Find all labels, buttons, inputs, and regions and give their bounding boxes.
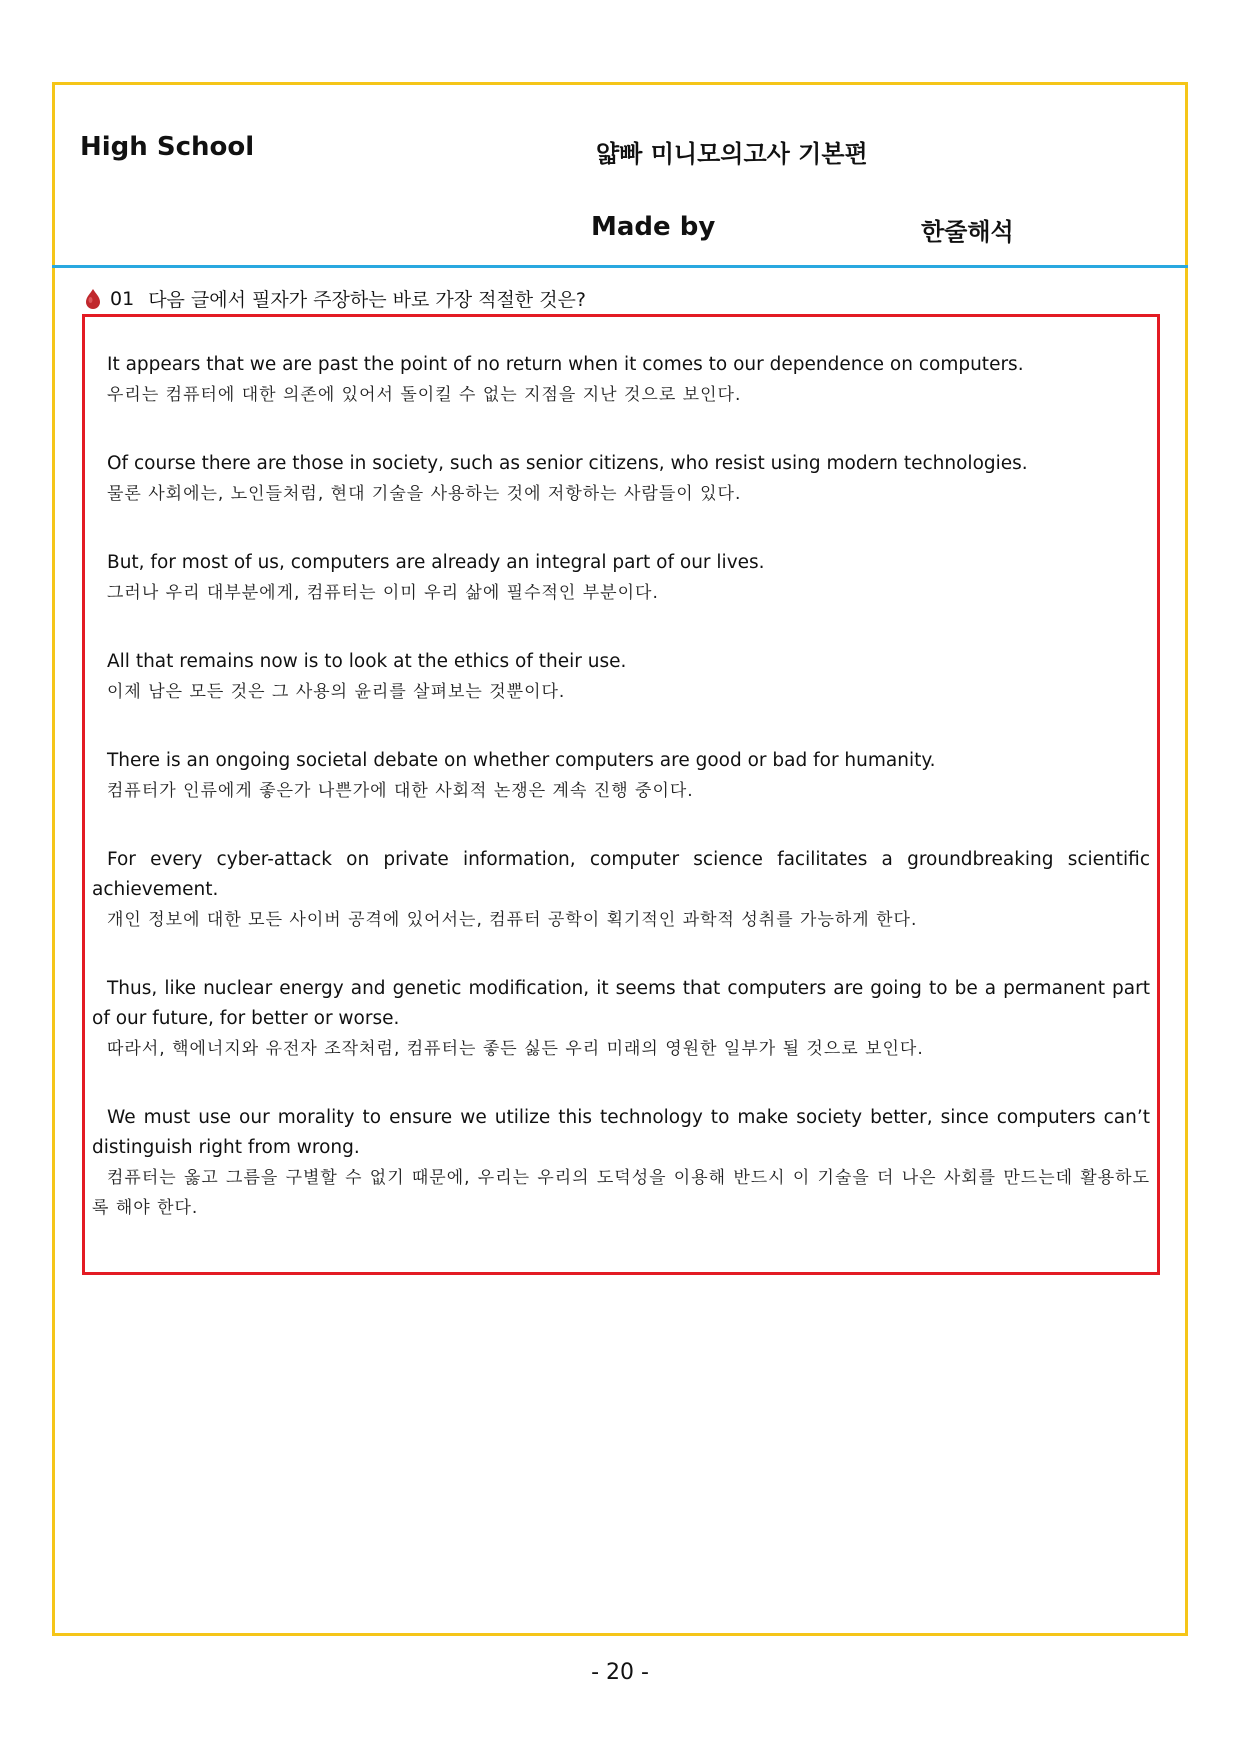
sentence-pair — [92, 974, 1150, 1064]
sentence-pair — [92, 1103, 1150, 1223]
english-sentence: All that remains now is to look at the ethics of their use. — [107, 651, 627, 672]
sentence-pair — [92, 746, 1150, 806]
english-sentence: Of course there are those in society, such as senior citizens, who resist using modern technologies. — [107, 453, 1028, 474]
series-title: 얇빠 미니모의고사 기본편 — [596, 140, 868, 168]
english-sentence: It appears that we are past the point of no return when it comes to our dependence on computers. — [107, 354, 1024, 375]
korean-translation: 따라서, 핵에너지와 유전자 조작처럼, 컴퓨터는 좋든 싫든 우리 미래의 영원한 일부가 될 것으로 보인다. — [107, 1039, 924, 1059]
sentence-pair — [92, 647, 1150, 707]
korean-translation: 컴퓨터가 인류에게 좋은가 나쁜가에 대한 사회적 논쟁은 계속 진행 중이다. — [107, 781, 694, 801]
question-text: 다음 글에서 필자가 주장하는 바로 가장 적절한 것은? — [148, 289, 586, 311]
english-sentence: There is an ongoing societal debate on whether computers are good or bad for humanity. — [107, 750, 936, 771]
english-sentence: For every cyber-attack on private information, computer science facilitates a groundbreaking scientific achievement. — [92, 849, 1150, 900]
english-sentence: We must use our morality to ensure we utilize this technology to make society better, since computers can’t distinguish right from wrong. — [92, 1107, 1150, 1158]
passage — [92, 350, 1150, 1262]
english-sentence: Thus, like nuclear energy and genetic modification, it seems that computers are going to be a permanent part of our future, for better or worse. — [92, 978, 1150, 1029]
sentence-pair — [92, 449, 1150, 509]
school-level-label: High School — [80, 132, 255, 162]
korean-translation: 이제 남은 모든 것은 그 사용의 윤리를 살펴보는 것뿐이다. — [107, 682, 566, 702]
korean-translation: 개인 정보에 대한 모든 사이버 공격에 있어서는, 컴퓨터 공학이 획기적인 과학적 성취를 가능하게 한다. — [107, 910, 918, 930]
author-name: 한줄해석 — [921, 218, 1014, 246]
sentence-pair — [92, 350, 1150, 410]
question-heading — [84, 285, 586, 312]
korean-translation: 그러나 우리 대부분에게, 컴퓨터는 이미 우리 삶에 필수적인 부분이다. — [107, 583, 659, 603]
english-sentence: But, for most of us, computers are already an integral part of our lives. — [107, 552, 765, 573]
sentence-pair — [92, 548, 1150, 608]
korean-translation: 우리는 컴퓨터에 대한 의존에 있어서 돌이킬 수 없는 지점을 지난 것으로 보인다. — [107, 385, 742, 405]
sentence-pair — [92, 845, 1150, 935]
red-drop-bullet-icon — [84, 288, 102, 310]
made-by-label: Made by — [591, 212, 716, 242]
page-number: - 20 - — [591, 1660, 649, 1685]
question-number: 01 — [110, 287, 135, 310]
korean-translation: 물론 사회에는, 노인들처럼, 현대 기술을 사용하는 것에 저항하는 사람들이 있다. — [107, 484, 742, 504]
korean-translation: 컴퓨터는 옳고 그름을 구별할 수 없기 때문에, 우리는 우리의 도덕성을 이용해 반드시 이 기술을 더 나은 사회를 만드는데 활용하도록 해야 한다. — [92, 1168, 1150, 1218]
header-divider — [52, 265, 1188, 268]
